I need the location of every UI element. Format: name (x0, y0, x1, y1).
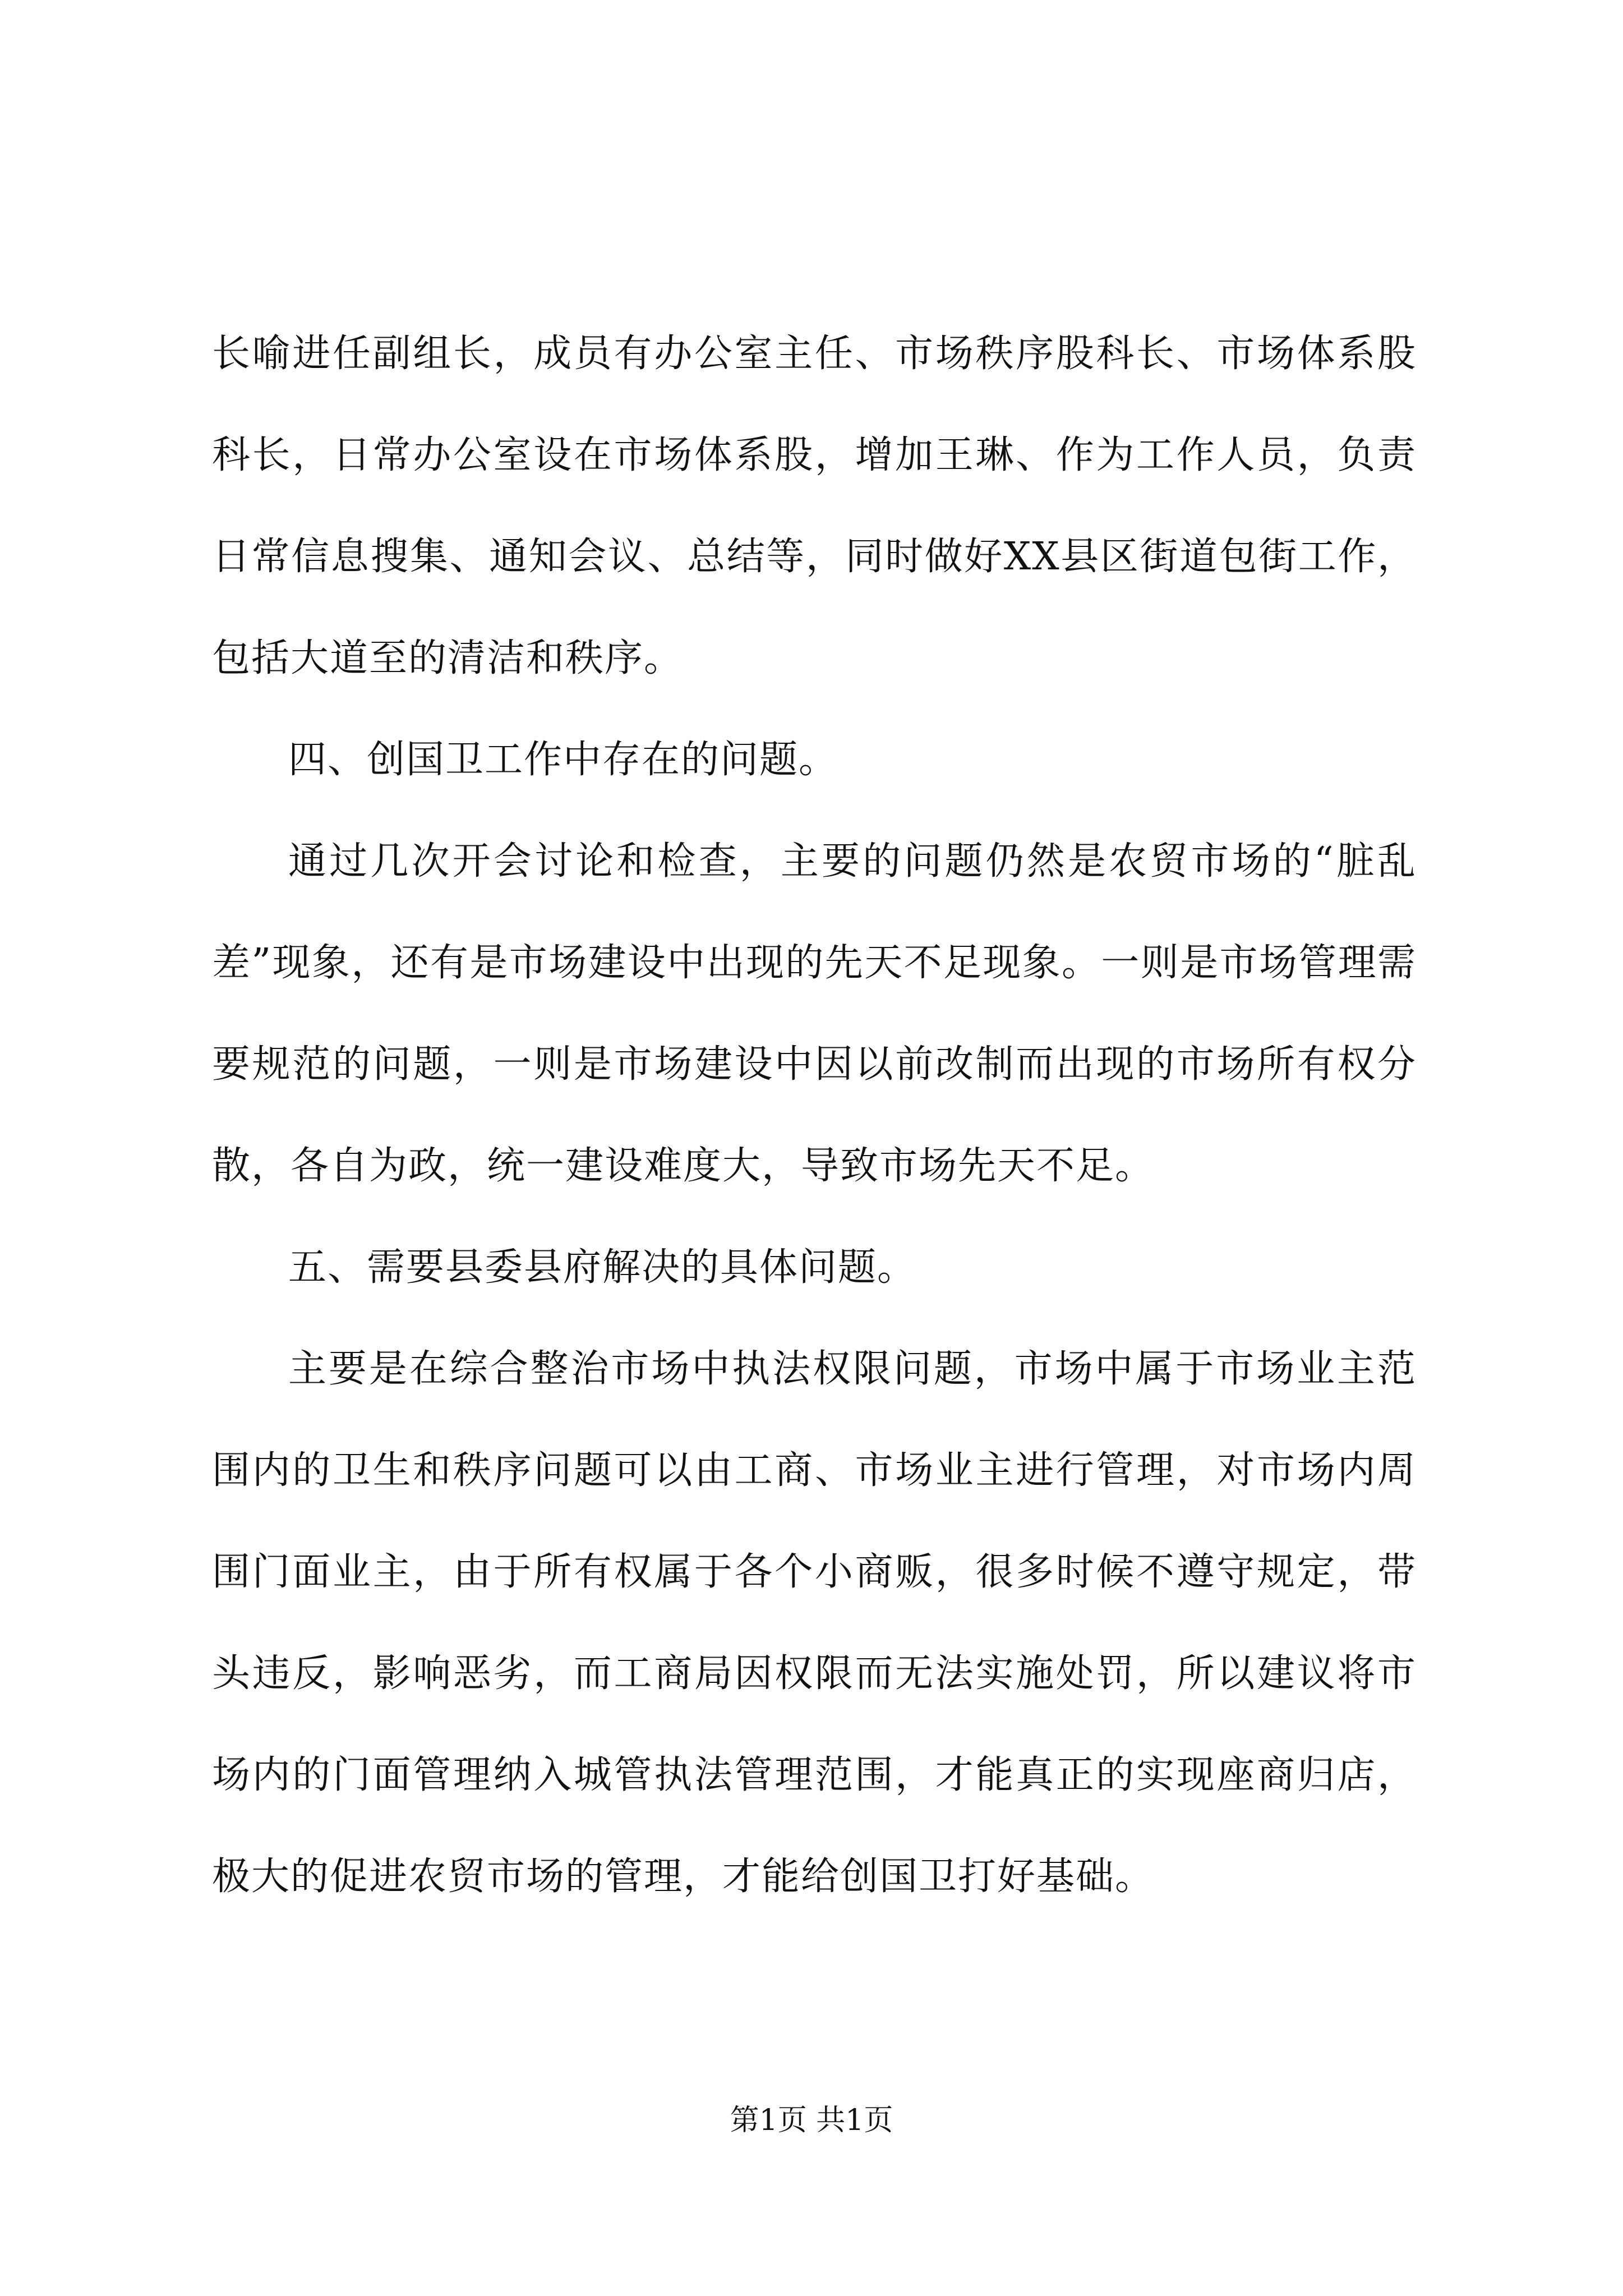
paragraph-problems: 通过几次开会讨论和检查，主要的问题仍然是农贸市场的“脏乱差”现象，还有是市场建设中出现的先天不足现象。一则是市场管理需要规范的问题，一则是市场建设中因以前改制而出现的市场所有权分散，各自为政，统一建设难度大，导致市场先天不足。 (212, 839, 1417, 1188)
paragraph-continuation: 长喻进任副组长，成员有办公室主任、市场秩序股科长、市场体系股科长，日常办公室设在市场体系股，增加王琳、作为工作人员，负责日常信息搜集、通知会议、总结等，同时做好XX县区街道包街工作，包括大道至的清洁和秩序。 (212, 332, 1417, 680)
section-heading-4: 四、创国卫工作中存在的问题。 (288, 738, 838, 782)
paragraph-issues: 主要是在综合整治市场中执法权限问题，市场中属于市场业主范围内的卫生和秩序问题可以由工商、市场业主进行管理，对市场内周围门面业主，由于所有权属于各个小商贩，很多时候不遵守规定，带头违反，影响恶劣，而工商局因权限而无法实施处罚，所以建议将市场内的门面管理纳入城管执法管理范围，才能真正的实现座商归店，极大的促进农贸市场的管理，才能给创国卫打好基础。 (212, 1347, 1417, 1899)
section-heading-5: 五、需要县委县府解决的具体问题。 (288, 1245, 917, 1290)
page-footer: 第1页 共1页 (730, 2104, 893, 2137)
document-body (212, 303, 1417, 1927)
